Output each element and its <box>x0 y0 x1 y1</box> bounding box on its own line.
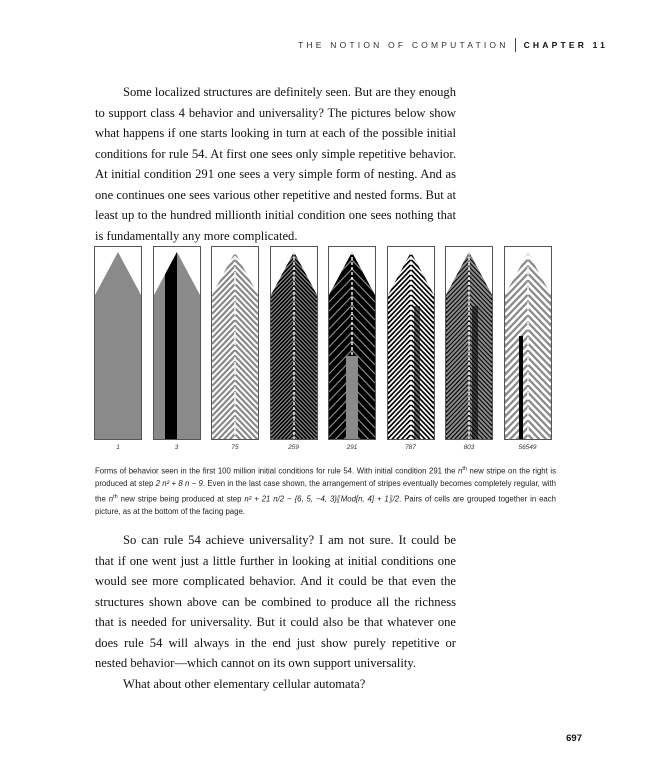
panel-3 <box>153 246 201 451</box>
caption-part-5: . Pairs of cells are grouped together in each picture, as at the bottom of the facing page. <box>95 494 556 516</box>
caption-part-1: Forms of behavior seen in the first 100 million initial conditions for rule 54. With initial condition 291 the <box>95 466 458 476</box>
caption-sup-1: th <box>462 466 467 472</box>
panel-75 <box>211 246 259 451</box>
panel-803-pattern <box>445 246 493 440</box>
panel-label: 291 <box>346 444 358 451</box>
caption-sup-2: th <box>113 493 118 500</box>
panel-787 <box>387 246 435 451</box>
caption-n-2: n <box>108 494 114 504</box>
panel-label: 56549 <box>518 444 537 451</box>
header-divider <box>515 38 516 52</box>
panel-1 <box>94 246 142 451</box>
running-header-section: THE NOTION OF COMPUTATION <box>298 40 509 50</box>
panel-label: 75 <box>231 444 239 451</box>
body-text-top <box>95 82 456 246</box>
panel-259-pattern <box>270 246 318 440</box>
panel-label: 803 <box>463 444 475 451</box>
running-header-chapter: CHAPTER 11 <box>523 40 608 50</box>
caption-part-2: new stripe on the right is produced at step <box>95 466 556 489</box>
caption-part-3: . Even in the last case shown, the arrangement of stripes eventually becomes completely regular, with the <box>95 479 556 504</box>
caption-n-1: n <box>457 466 463 476</box>
caption-formula-2: n² + 21 n/2 − {6, 5, −4, 3}⟦Mod[n, 4] + 1⟧/2 <box>244 494 400 504</box>
rule-54-figure <box>94 246 556 458</box>
panel-259 <box>270 246 318 451</box>
body-text-bottom <box>95 530 456 694</box>
paragraph-1: Some localized structures are definitely seen. But are they enough to support class 4 behavior and universality? The pictures below show what happens if one starts looking in turn at each of the possible initial conditions for rule 54. At first one sees only simple repetitive behavior. At initial condition 291 one sees a very simple form of nesting. And as one continues one sees various other repetitive and nested forms. But at least up to the hundred millionth initial condition one sees nothing that is fundamentally any more complicated. <box>95 85 456 243</box>
panel-56549-pattern <box>504 246 552 440</box>
caption-part-4: new stripe being produced at step <box>117 494 245 504</box>
running-header <box>298 38 608 52</box>
panel-291-pattern <box>328 246 376 440</box>
panel-75-pattern <box>211 246 259 440</box>
panel-787-pattern <box>387 246 435 440</box>
panel-1-pattern <box>94 246 142 440</box>
panel-label: 3 <box>174 444 179 451</box>
caption-formula-1: 2 n² + 8 n − 9 <box>155 479 203 489</box>
panel-3-pattern <box>153 246 201 440</box>
panel-56549 <box>504 246 552 451</box>
paragraph-3: What about other elementary cellular automata? <box>123 676 366 691</box>
panel-291 <box>328 246 376 451</box>
panel-label: 1 <box>116 444 120 451</box>
panel-label: 787 <box>405 444 416 451</box>
figure-caption <box>95 463 556 519</box>
paragraph-2: So can rule 54 achieve universality? I am not sure. It could be that if one went just a little further in looking at initial conditions one would see more complicated behavior. And it could be that even the structures shown above can be combined to produce all the richness that is needed for universality. But it could also be that whatever one does rule 54 will always in the end just show purely repetitive or nested behavior—which cannot on its own support universality. <box>95 533 456 670</box>
panel-label: 259 <box>288 444 299 451</box>
page-number: 697 <box>566 733 582 744</box>
panel-803 <box>445 246 493 451</box>
